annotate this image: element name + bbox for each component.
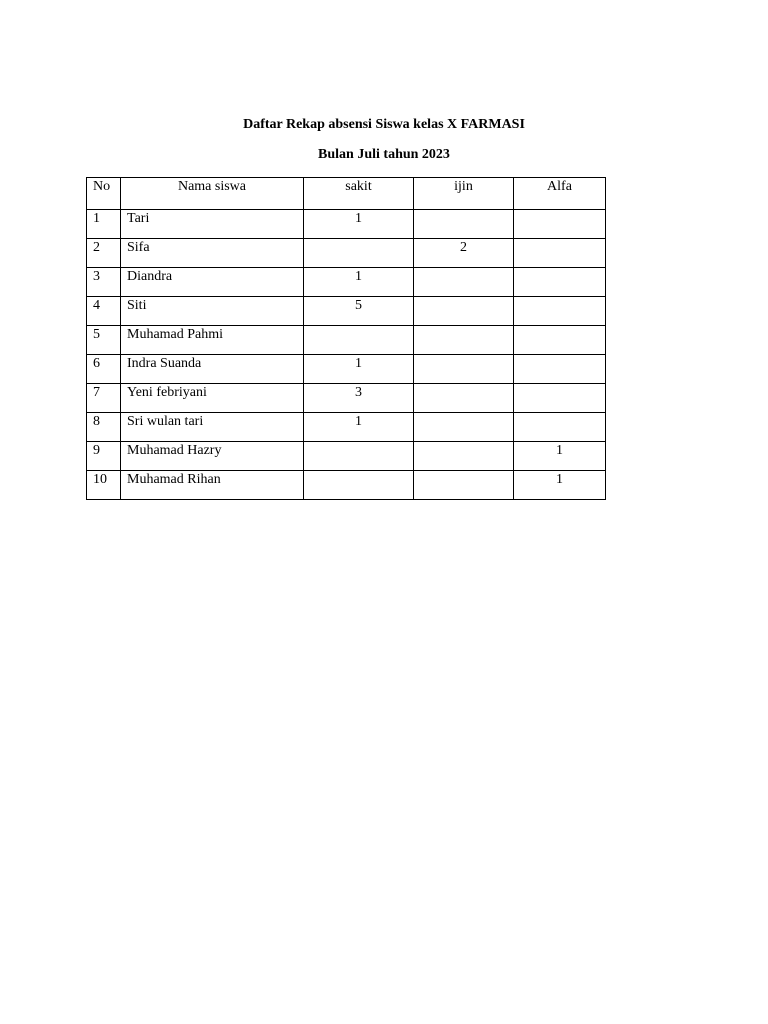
cell-sakit xyxy=(304,442,414,471)
cell-alfa: 1 xyxy=(514,471,606,500)
cell-ijin xyxy=(414,268,514,297)
table-body xyxy=(87,210,606,500)
cell-ijin xyxy=(414,413,514,442)
cell-sakit: 5 xyxy=(304,297,414,326)
cell-sakit: 1 xyxy=(304,413,414,442)
cell-ijin xyxy=(414,384,514,413)
cell-no: 1 xyxy=(87,210,121,239)
table-row xyxy=(87,355,606,384)
cell-no: 8 xyxy=(87,413,121,442)
cell-name: Muhamad Pahmi xyxy=(121,326,304,355)
cell-sakit xyxy=(304,471,414,500)
cell-no: 9 xyxy=(87,442,121,471)
cell-name: Siti xyxy=(121,297,304,326)
attendance-table xyxy=(86,177,606,500)
cell-alfa xyxy=(514,268,606,297)
table-row xyxy=(87,384,606,413)
cell-no: 6 xyxy=(87,355,121,384)
cell-sakit xyxy=(304,326,414,355)
cell-name: Yeni febriyani xyxy=(121,384,304,413)
table-row xyxy=(87,210,606,239)
cell-sakit: 1 xyxy=(304,210,414,239)
cell-alfa xyxy=(514,239,606,268)
table-row xyxy=(87,326,606,355)
table-row xyxy=(87,442,606,471)
cell-no: 10 xyxy=(87,471,121,500)
cell-name: Muhamad Hazry xyxy=(121,442,304,471)
document-title: Daftar Rekap absensi Siswa kelas X FARMASI xyxy=(243,117,525,132)
cell-name: Sifa xyxy=(121,239,304,268)
cell-ijin xyxy=(414,210,514,239)
cell-alfa xyxy=(514,297,606,326)
cell-sakit xyxy=(304,239,414,268)
header-name: Nama siswa xyxy=(121,178,304,210)
cell-alfa: 1 xyxy=(514,442,606,471)
header-sakit: sakit xyxy=(304,178,414,210)
cell-alfa xyxy=(514,413,606,442)
cell-alfa xyxy=(514,384,606,413)
table-row xyxy=(87,239,606,268)
cell-ijin xyxy=(414,355,514,384)
document-subtitle: Bulan Juli tahun 2023 xyxy=(318,147,450,162)
cell-alfa xyxy=(514,210,606,239)
cell-ijin xyxy=(414,442,514,471)
cell-no: 5 xyxy=(87,326,121,355)
header-alfa: Alfa xyxy=(514,178,606,210)
cell-no: 3 xyxy=(87,268,121,297)
cell-name: Indra Suanda xyxy=(121,355,304,384)
cell-ijin: 2 xyxy=(414,239,514,268)
cell-alfa xyxy=(514,355,606,384)
cell-no: 4 xyxy=(87,297,121,326)
cell-ijin xyxy=(414,471,514,500)
table-header xyxy=(87,178,606,210)
cell-sakit: 3 xyxy=(304,384,414,413)
cell-name: Sri wulan tari xyxy=(121,413,304,442)
table-row xyxy=(87,471,606,500)
cell-sakit: 1 xyxy=(304,268,414,297)
cell-name: Diandra xyxy=(121,268,304,297)
header-ijin: ijin xyxy=(414,178,514,210)
cell-name: Tari xyxy=(121,210,304,239)
cell-alfa xyxy=(514,326,606,355)
cell-name: Muhamad Rihan xyxy=(121,471,304,500)
cell-no: 7 xyxy=(87,384,121,413)
table-row xyxy=(87,413,606,442)
header-no: No xyxy=(87,178,121,210)
cell-no: 2 xyxy=(87,239,121,268)
cell-sakit: 1 xyxy=(304,355,414,384)
table-row xyxy=(87,297,606,326)
cell-ijin xyxy=(414,326,514,355)
cell-ijin xyxy=(414,297,514,326)
table-row xyxy=(87,268,606,297)
header-row xyxy=(87,178,606,210)
